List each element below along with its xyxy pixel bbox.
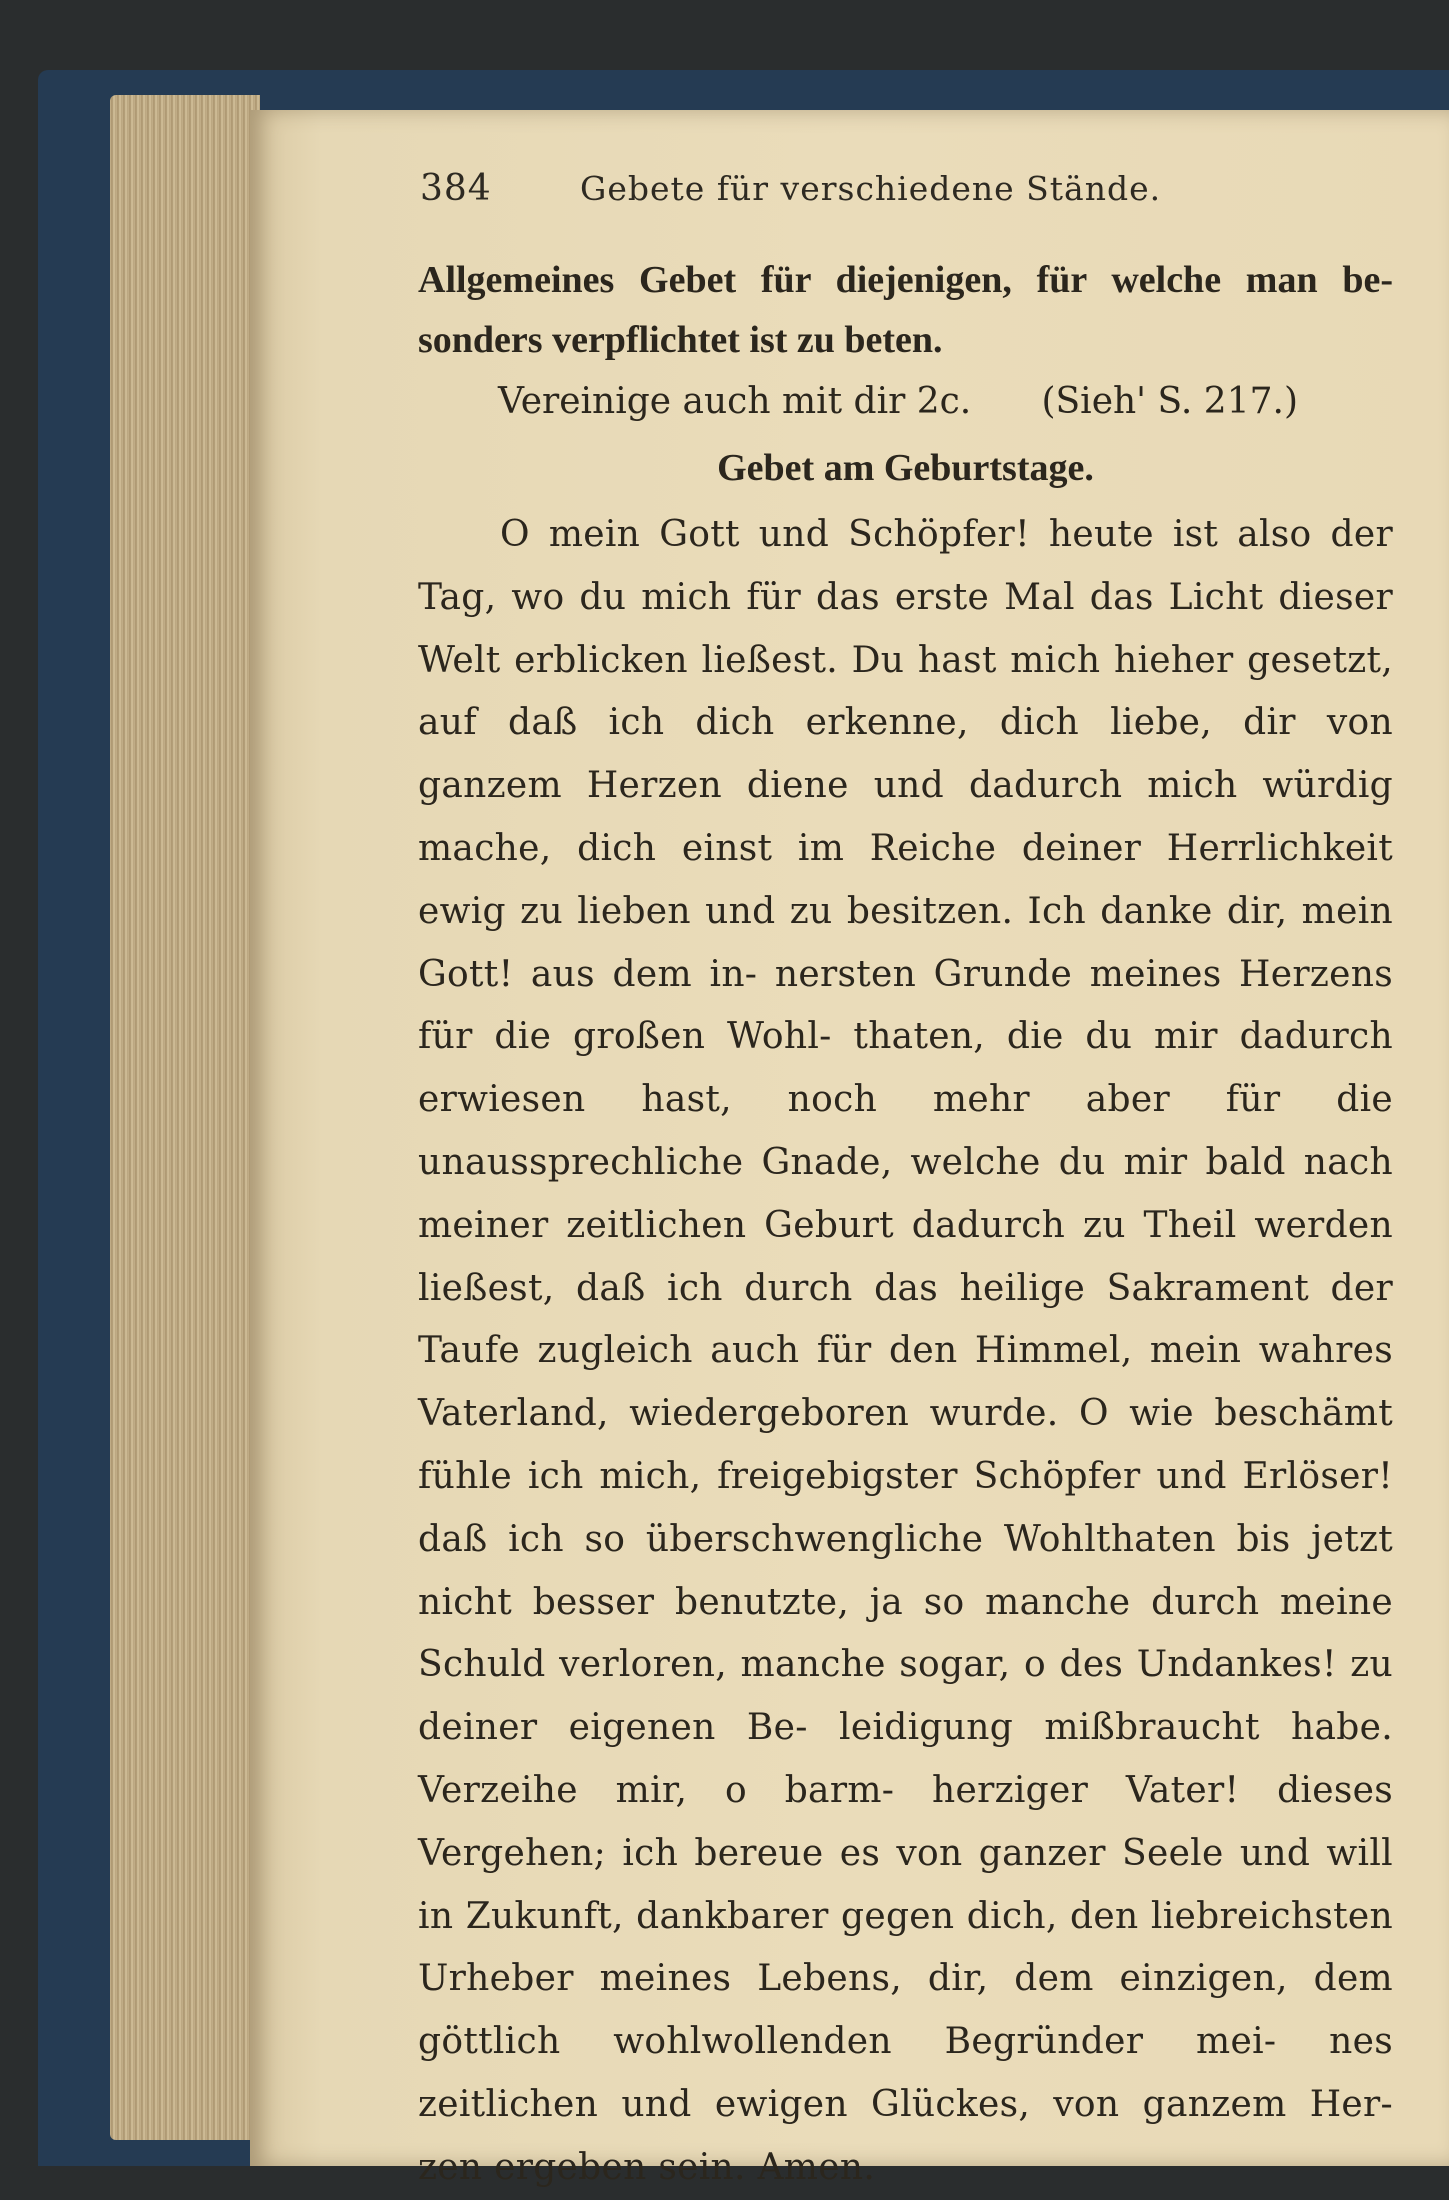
page-number: 384	[420, 168, 492, 209]
reference-line	[418, 372, 1393, 432]
prayer-body: O mein Gott und Schöpfer! heute ist also der Tag, wo du mich für das erste Mal das Licht dieser Welt erblicken ließest. Du hast mich hieher gesetzt, auf daß ich dich erkenne, dich liebe, dir von ganzem Herzen diene und dadurch mich würdig mache, dich einst im Reiche deiner Herrlichkeit ewig zu lieben und zu besitzen. Ich danke dir, mein Gott! aus dem in- nersten Grunde meines Herzens für die großen Wohl- thaten, die du mir dadurch erwiesen hast, noch mehr aber für die unaussprechliche Gnade, welche du mir bald nach meiner zeitlichen Geburt dadurch zu Theil werden ließest, daß ich durch das heilige Sakrament der Taufe zugleich auch für den Himmel, mein wahres Vaterland, wiedergeboren wurde. O wie beschämt fühle ich mich, freigebigster Schöpfer und Erlöser! daß ich so überschwengliche Wohlthaten bis jetzt nicht besser benutzte, ja so manche durch meine Schuld verloren, manche sogar, o des Undankes! zu deiner eigenen Be- leidigung mißbraucht habe. Verzeihe mir, o barm- herziger Vater! dieses Vergehen; ich bereue es von ganzer Seele und will in Zukunft, dankbarer gegen dich, den liebreichsten Urheber meines Lebens, dir, dem einzigen, dem göttlich wohlwollenden Begründer mei- nes zeitlichen und ewigen Glückes, von ganzem Her- zen ergeben sein. Amen.	[418, 514, 1393, 2188]
page-edges	[110, 95, 260, 2140]
section-heading: Allgemeines Gebet für diejenigen, für welche man be- sonders verpflichtet ist zu beten.	[418, 259, 1393, 361]
page-content	[418, 250, 1393, 2200]
subheading: Gebet am Geburtstage.	[717, 447, 1094, 489]
running-head: Gebete für verschiedene Stände.	[580, 169, 1162, 208]
reference-text: Vereinige auch mit dir 2c.	[498, 381, 972, 422]
page-reference: (Sieh' S. 217.)	[1041, 381, 1298, 422]
page-header	[420, 168, 1190, 228]
